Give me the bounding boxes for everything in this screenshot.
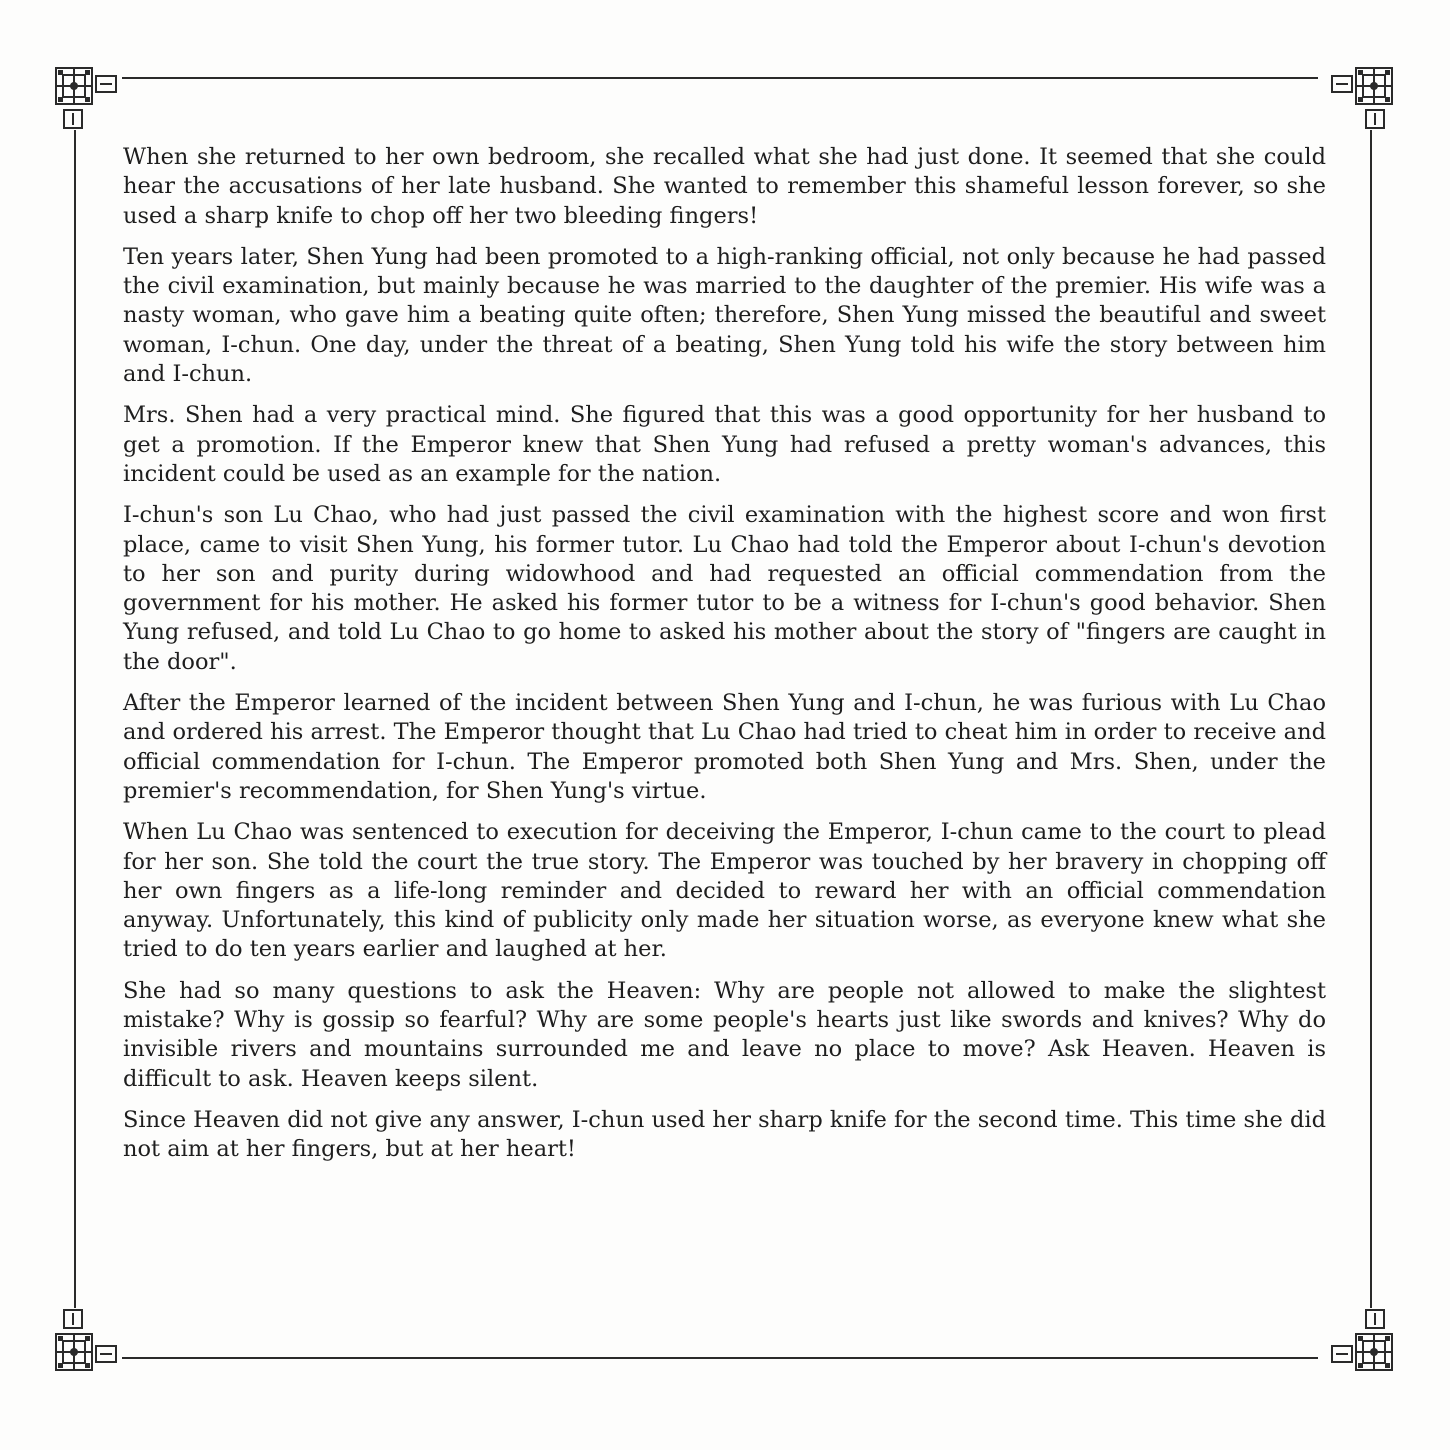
corner-ornament-bottom-right-icon bbox=[1318, 1300, 1398, 1380]
paragraph: She had so many questions to ask the Heaven: Why are people not allowed to make the slightest mistake? Why is gossip so fearful? Why are some people's hearts just like swords and knives? Why do invisible rivers and mountains surrounded me and leave no place to move? Ask Heaven. Heaven is difficult to ask. Heaven keeps silent. bbox=[123, 977, 1326, 1092]
corner-ornament-top-left-icon bbox=[50, 58, 130, 138]
frame-bottom-border bbox=[122, 1357, 1318, 1359]
paragraph: Mrs. Shen had a very practical mind. She figured that this was a good opportunity for her husband to get a promotion. If the Emperor knew that Shen Yung had refused a pretty woman's advances, this incident could be used as an example for the nation. bbox=[123, 402, 1326, 487]
paragraph: When she returned to her own bedroom, she recalled what she had just done. It seemed that she could hear the accusations of her late husband. She wanted to remember this shameful lesson forever, so she used a sharp knife to chop off her two bleeding fingers! bbox=[123, 144, 1326, 229]
corner-ornament-bottom-left-icon bbox=[50, 1300, 130, 1380]
paragraph: I-chun's son Lu Chao, who had just passed the civil examination with the highest score and won first place, came to visit Shen Yung, his former tutor. Lu Chao had told the Emperor about I-chun's devotion to her son and purity during widowhood and had requested an official commendation from the government for his mother. He asked his former tutor to be a witness for I-chun's good behavior. Shen Yung refused, and told Lu Chao to go home to asked his mother about the story of "fingers are caught in the door". bbox=[123, 502, 1326, 675]
corner-ornament-top-right-icon bbox=[1318, 58, 1398, 138]
frame-right-border bbox=[1370, 130, 1372, 1308]
paragraph: Ten years later, Shen Yung had been promoted to a high-ranking official, not only because he had passed the civil examination, but mainly because he was married to the daughter of the premier. His wife was a nasty woman, who gave him a beating quite often; therefore, Shen Yung missed the beautiful and sweet woman, I-chun. One day, under the threat of a beating, Shen Yung told his wife the story between him and I-chun. bbox=[123, 243, 1326, 388]
frame-left-border bbox=[74, 130, 76, 1308]
paragraph: Since Heaven did not give any answer, I-chun used her sharp knife for the second time. This time she did not aim at her fingers, but at her heart! bbox=[123, 1106, 1326, 1163]
frame-top-border bbox=[122, 77, 1318, 79]
story-text-body bbox=[123, 143, 1326, 1177]
paragraph: After the Emperor learned of the incident between Shen Yung and I-chun, he was furious with Lu Chao and ordered his arrest. The Emperor thought that Lu Chao had tried to cheat him in order to receive and official commendation for I-chun. The Emperor promoted both Shen Yung and Mrs. Shen, under the premier's recommendation, for Shen Yung's virtue. bbox=[123, 690, 1326, 804]
paragraph: When Lu Chao was sentenced to execution for deceiving the Emperor, I-chun came to the court to plead for her son. She told the court the true story. The Emperor was touched by her bravery in chopping off her own fingers as a life-long reminder and decided to reward her with an official commendation anyway. Unfortunately, this kind of publicity only made her situation worse, as everyone knew what she tried to do ten years earlier and laughed at her. bbox=[123, 819, 1326, 963]
